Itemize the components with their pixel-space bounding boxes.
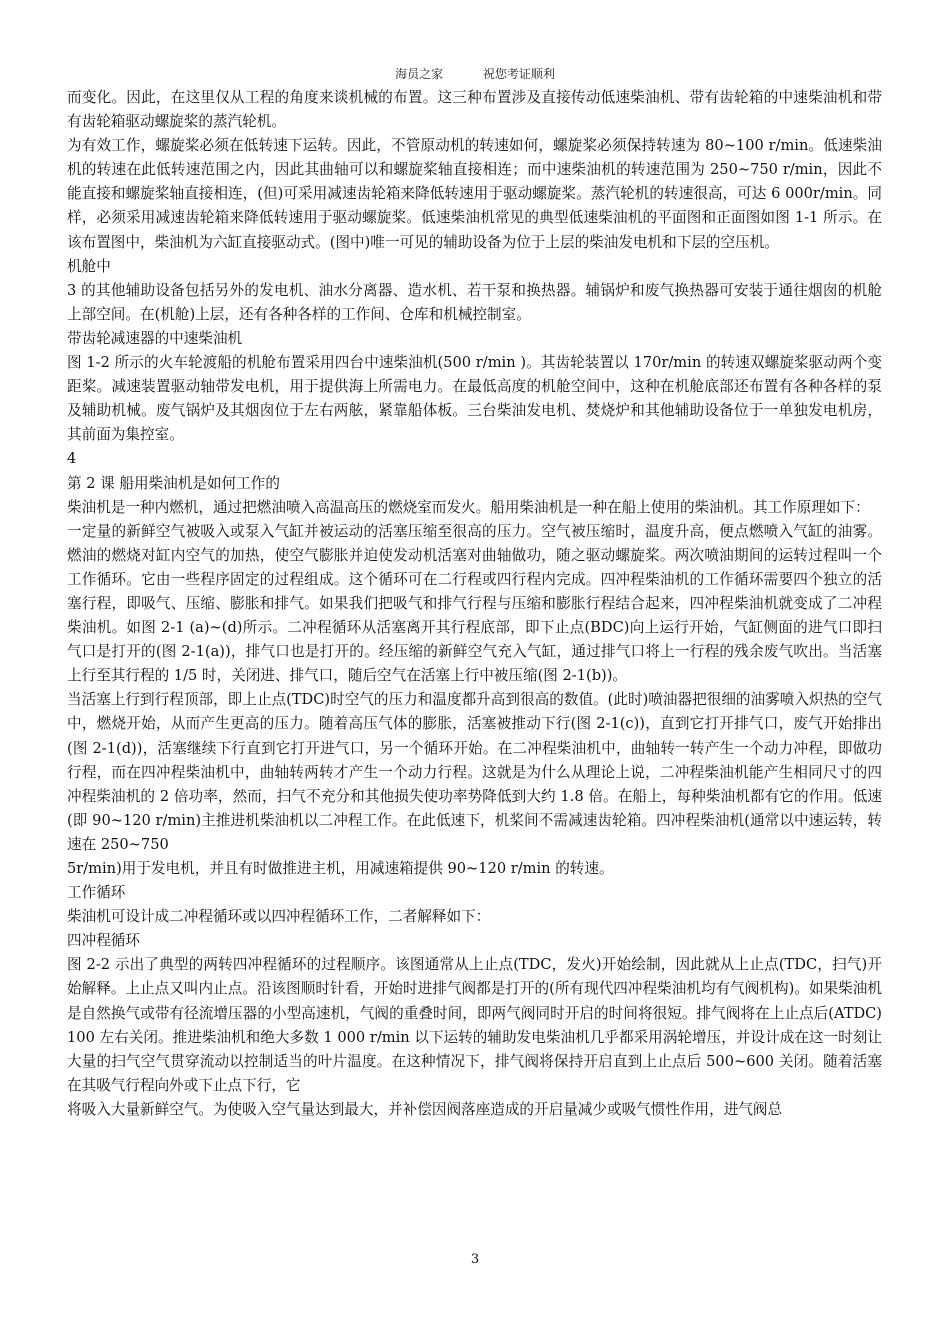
- paragraph: 3 的其他辅助设备包括另外的发电机、油水分离器、造水机、若干泵和换热器。辅锅炉和废气换热器可安装于通往烟囱的机舱上部空间。在(机舱)上层，还有各种各样的工作间、仓库和机械控制室。: [67, 281, 882, 323]
- paragraph: 图 2-2 示出了典型的两转四冲程循环的过程顺序。该图通常从上止点(TDC，发火)开始绘制，因此就从上止点(TDC，扫气)开始解释。上止点又叫内止点。沿该图顺时针看，开始时进排气阀都是打开的(所有现代四冲程柴油机均有气阀机构)。如果柴油机是自然换气或带有径流增压器的小型高速机，气阀的重叠时间，即两气阀同时开启的时间将很短。排气阀将在上止点后(ATDC) 100 左右关闭。推进柴油机和绝大多数 1 000 r/min 以下运转的辅助发电柴油机几乎都采用涡轮增压，并设计成在这一时刻让大量的扫气空气贯穿流动以控制适当的叶片温度。在这种情况下，排气阀将保持开启直到上止点后 500~600 关闭。随着活塞在其吸气行程向外或下止点下行，它: [67, 956, 882, 1094]
- section-heading: 带齿轮减速器的中速柴油机: [67, 329, 243, 347]
- paragraph: 将吸入大量新鲜空气。为使吸入空气量达到最大，并补偿因阀落座造成的开启量减少或吸气惯性作用，进气阀总: [67, 1100, 783, 1118]
- paragraph: 5r/min)用于发电机，并且有时做推进主机，用减速箱提供 90~120 r/min 的转速。: [67, 860, 614, 877]
- header-slogan: 祝您考证顺利: [482, 67, 555, 81]
- paragraph: 当活塞上行到行程顶部，即上止点(TDC)时空气的压力和温度都升高到很高的数值。(此时)喷油器把很细的油雾喷入炽热的空气中，燃烧开始，从而产生更高的压力。随着高压气体的膨胀，活塞被推动下行(图 2-1(c))，直到它打开排气口，废气开始排出(图 2-1(d))，活塞继续下行直到它打开进气口，另一个循环开始。在二冲程柴油机中，曲轴转一转产生一个动力冲程，即做功行程，而在四冲程柴油机中，曲轴转两转才产生一个动力行程。这就是为什么从理论上说，二冲程柴油机能产生相同尺寸的四冲程柴油机的 2 倍功率，然而，扫气不充分和其他损失使功率势降低到大约 1.8 倍。在船上，每种柴油机都有它的作用。低速(即 90~120 r/min)主推进机柴油机以二冲程工作。在此低速下，机桨间不需减速齿轮箱。四冲程柴油机(通常以中速运转，转速在 250~750: [67, 691, 882, 853]
- lesson-title: 第 2 课 船用柴油机是如何工作的: [67, 474, 280, 492]
- paragraph: 而变化。因此，在这里仅从工程的角度来谈机械的布置。这三种布置涉及直接传动低速柴油机、带有齿轮箱的中速柴油机和带有齿轮箱驱动螺旋桨的蒸汽轮机。: [67, 89, 882, 131]
- section-heading: 工作循环: [67, 884, 126, 902]
- section-heading: 机舱中: [67, 257, 111, 275]
- page-number: 3: [470, 1252, 480, 1267]
- paragraph: 柴油机是一种内燃机，通过把燃油喷入高温高压的燃烧室而发火。船用柴油机是一种在船上使用的柴油机。其工作原理如下：: [67, 498, 870, 516]
- paragraph: 一定量的新鲜空气被吸入或泵入气缸并被运动的活塞压缩至很高的压力。空气被压缩时，温度升高，便点燃喷入气缸的油雾。燃油的燃烧对缸内空气的加热，使空气膨胀并迫使发动机活塞对曲轴做功，随之驱动螺旋桨。两次喷油期间的运转过程叫一个工作循环。它由一些程序固定的过程组成。这个循环可在二行程或四行程内完成。四冲程柴油机的工作循环需要四个独立的活塞行程，即吸气、压缩、膨胀和排气。如果我们把吸气和排气行程与压缩和膨胀行程结合起来，四冲程柴油机就变成了二冲程柴油机。如图 2-1 (a)~(d)所示。二冲程循环从活塞离开其行程底部，即下止点(BDC)向上运行开始，气缸侧面的进气口即扫气口是打开的(图 2-1(a))，排气口也是打开的。经压缩的新鲜空气充入气缸，通过排气口将上一行程的残余废气吹出。当活塞上行至其行程的 1/5 时，关闭进、排气口，随后空气在活塞上行中被压缩(图 2-1(b))。: [67, 522, 882, 685]
- page-header: [0, 66, 950, 82]
- paragraph: 为有效工作，螺旋桨必须在低转速下运转。因此，不管原动机的转速如何，螺旋桨必须保持转速为 80~100 r/min。低速柴油机的转速在此低转速范围之内，因此其曲轴可以和螺旋桨轴直接相连；而中速柴油机的转速范围为 250~750 r/min，因此不能直接和螺旋桨轴直接相连，(但)可采用减速齿轮箱来降低转速用于驱动螺旋桨。蒸汽轮机的转速很高，可达 6 000r/min。同样，必须采用减速齿轮箱来降低转速用于驱动螺旋桨。低速柴油机常见的典型低速柴油机的平面图和正面图如图 1-1 所示。在该布置图中，柴油机为六缸直接驱动式。(图中)唯一可见的辅助设备为位于上层的柴油发电机和下层的空压机。: [67, 137, 882, 251]
- paragraph: 图 1-2 所示的火车轮渡船的机舱布置采用四台中速柴油机(500 r/min )。其齿轮装置以 170r/min 的转速双螺旋桨驱动两个变距桨。减速装置驱动轴带发电机，用于提供海上所需电力。在最低高度的机舱空间中，这种在机舱底部还布置有各种各样的泵及辅助机械。废气锅炉及其烟囱位于左右两舷，紧靠船体板。三台柴油发电机、焚烧炉和其他辅助设备位于一单独发电机房，其前面为集控室。: [67, 354, 882, 444]
- paragraph: 柴油机可设计成二冲程循环或以四冲程循环工作，二者解释如下：: [67, 908, 491, 926]
- document-body: [67, 86, 882, 1122]
- section-heading: 四冲程循环: [67, 932, 140, 950]
- header-site-name: 海员之家: [395, 67, 444, 81]
- stray-page-number: 4: [67, 450, 77, 468]
